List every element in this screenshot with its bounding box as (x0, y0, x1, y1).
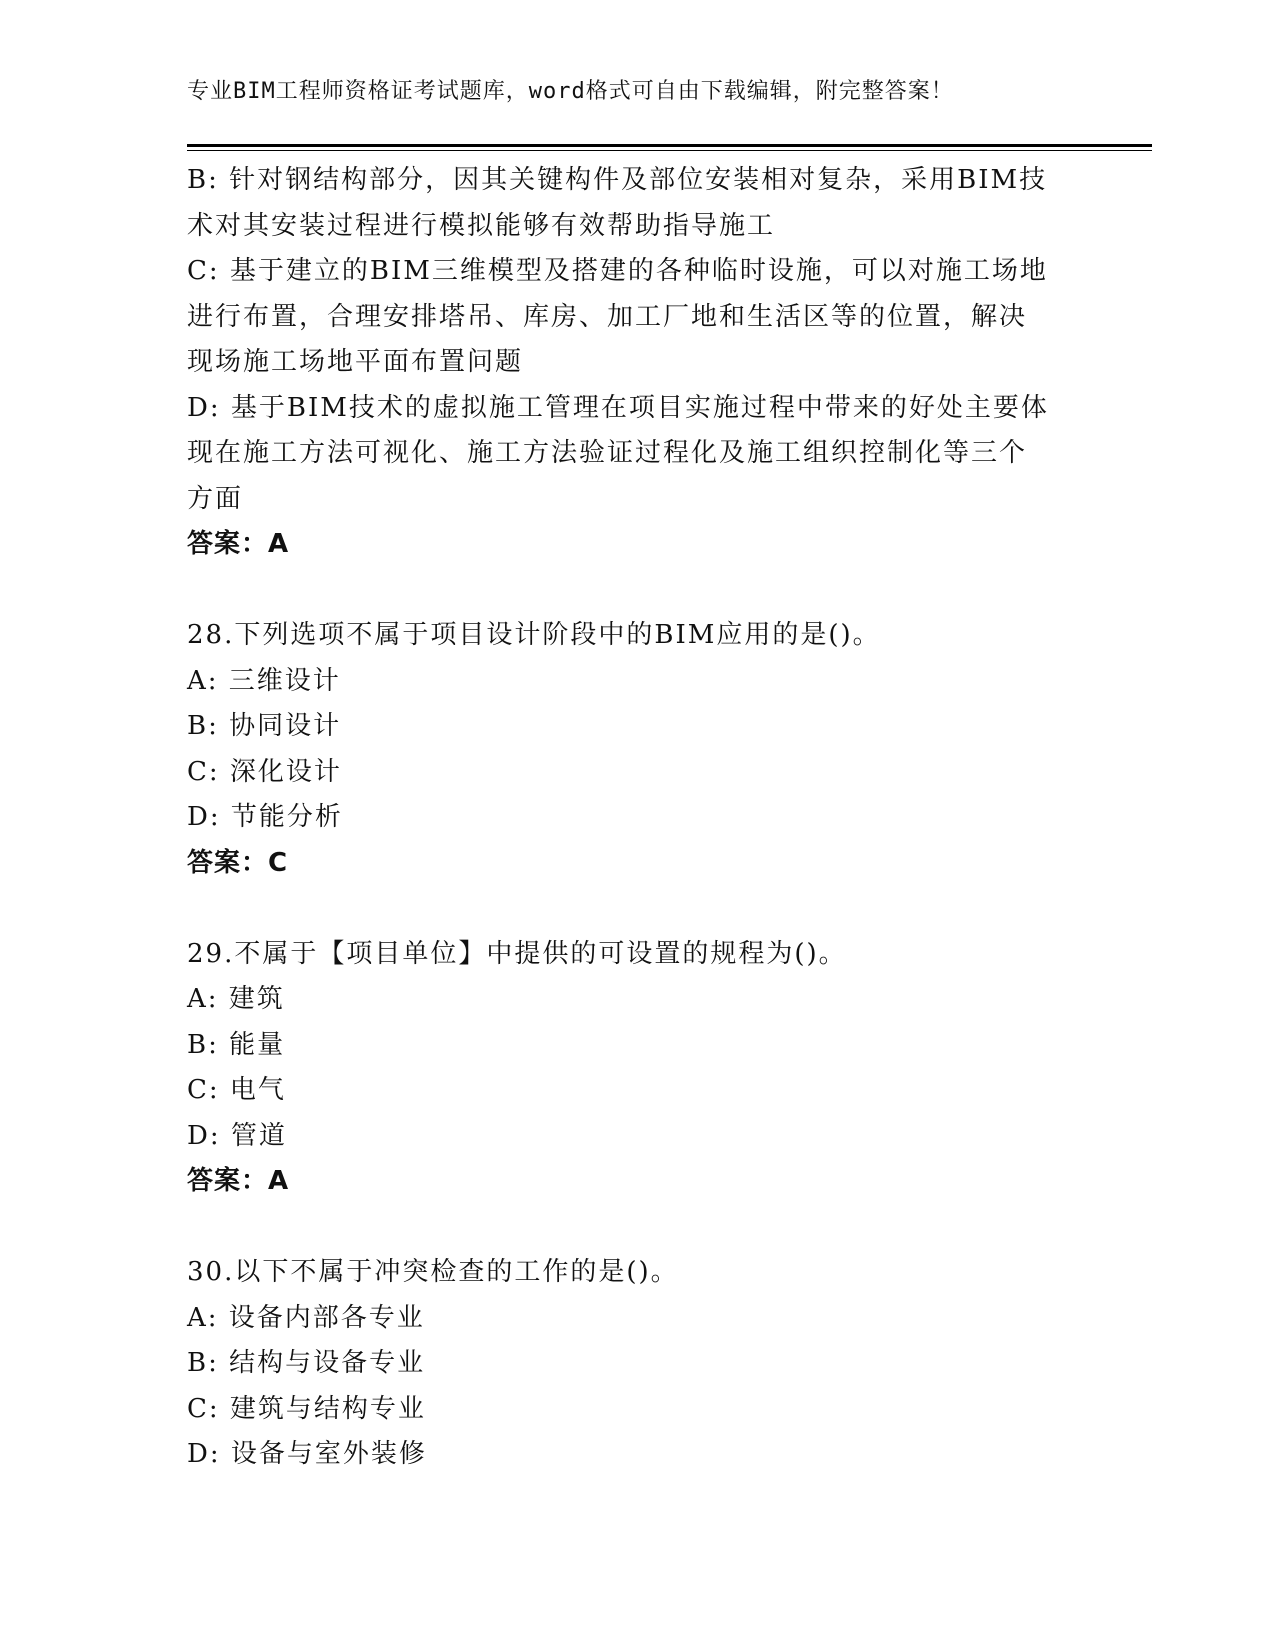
question-29 (187, 932, 1087, 1205)
option-line: B: 针对钢结构部分，因其关键构件及部位安装相对复杂，采用BIM技 (187, 165, 1048, 195)
option-b: B: 能量 (187, 1029, 286, 1060)
prev-question (187, 158, 1087, 568)
answer-line: 答案：A (187, 529, 290, 559)
option-line: D: 基于BIM技术的虚拟施工管理在项目实施过程中带来的好处主要体 (187, 392, 1049, 423)
option-a: A: 三维设计 (187, 665, 341, 696)
option-line: 方面 (187, 483, 244, 514)
option-c (187, 249, 1087, 386)
question-stem: 29.不属于【项目单位】中提供的可设置的规程为()。 (187, 938, 847, 969)
page-header: 专业BIM工程师资格证考试题库，word格式可自由下载编辑，附完整答案！ (187, 79, 954, 104)
answer-line: 答案：A (187, 1166, 290, 1196)
option-b: B: 结构与设备专业 (187, 1348, 426, 1378)
option-line: 进行布置，合理安排塔吊、库房、加工厂地和生活区等的位置，解决 (187, 301, 1028, 332)
option-d (187, 386, 1087, 523)
question-stem: 28.下列选项不属于项目设计阶段中的BIM应用的是()。 (187, 620, 881, 650)
option-c: C: 深化设计 (187, 756, 342, 787)
option-line: 现在施工方法可视化、施工方法验证过程化及施工组织控制化等三个 (187, 438, 1028, 468)
option-c: C: 建筑与结构专业 (187, 1393, 426, 1424)
option-line: 术对其安装过程进行模拟能够有效帮助指导施工 (187, 210, 776, 241)
option-line: C: 基于建立的BIM三维模型及搭建的各种临时设施，可以对施工场地 (187, 256, 1048, 286)
option-b (187, 158, 1087, 249)
option-d: D: 节能分析 (187, 802, 343, 832)
question-28 (187, 613, 1087, 886)
header-rule-thick (187, 144, 1152, 147)
option-a: A: 设备内部各专业 (187, 1302, 425, 1333)
header-rule-thin (187, 150, 1152, 151)
option-d: D: 设备与室外装修 (187, 1439, 427, 1469)
answer-line: 答案：C (187, 847, 289, 878)
option-c: C: 电气 (187, 1075, 286, 1105)
question-30 (187, 1250, 1087, 1478)
option-b: B: 协同设计 (187, 711, 342, 741)
question-stem: 30.以下不属于冲突检查的工作的是()。 (187, 1257, 679, 1287)
option-d: D: 管道 (187, 1120, 287, 1151)
question-content (187, 158, 1087, 1478)
option-a: A: 建筑 (187, 984, 285, 1014)
option-line: 现场施工场地平面布置问题 (187, 347, 524, 377)
